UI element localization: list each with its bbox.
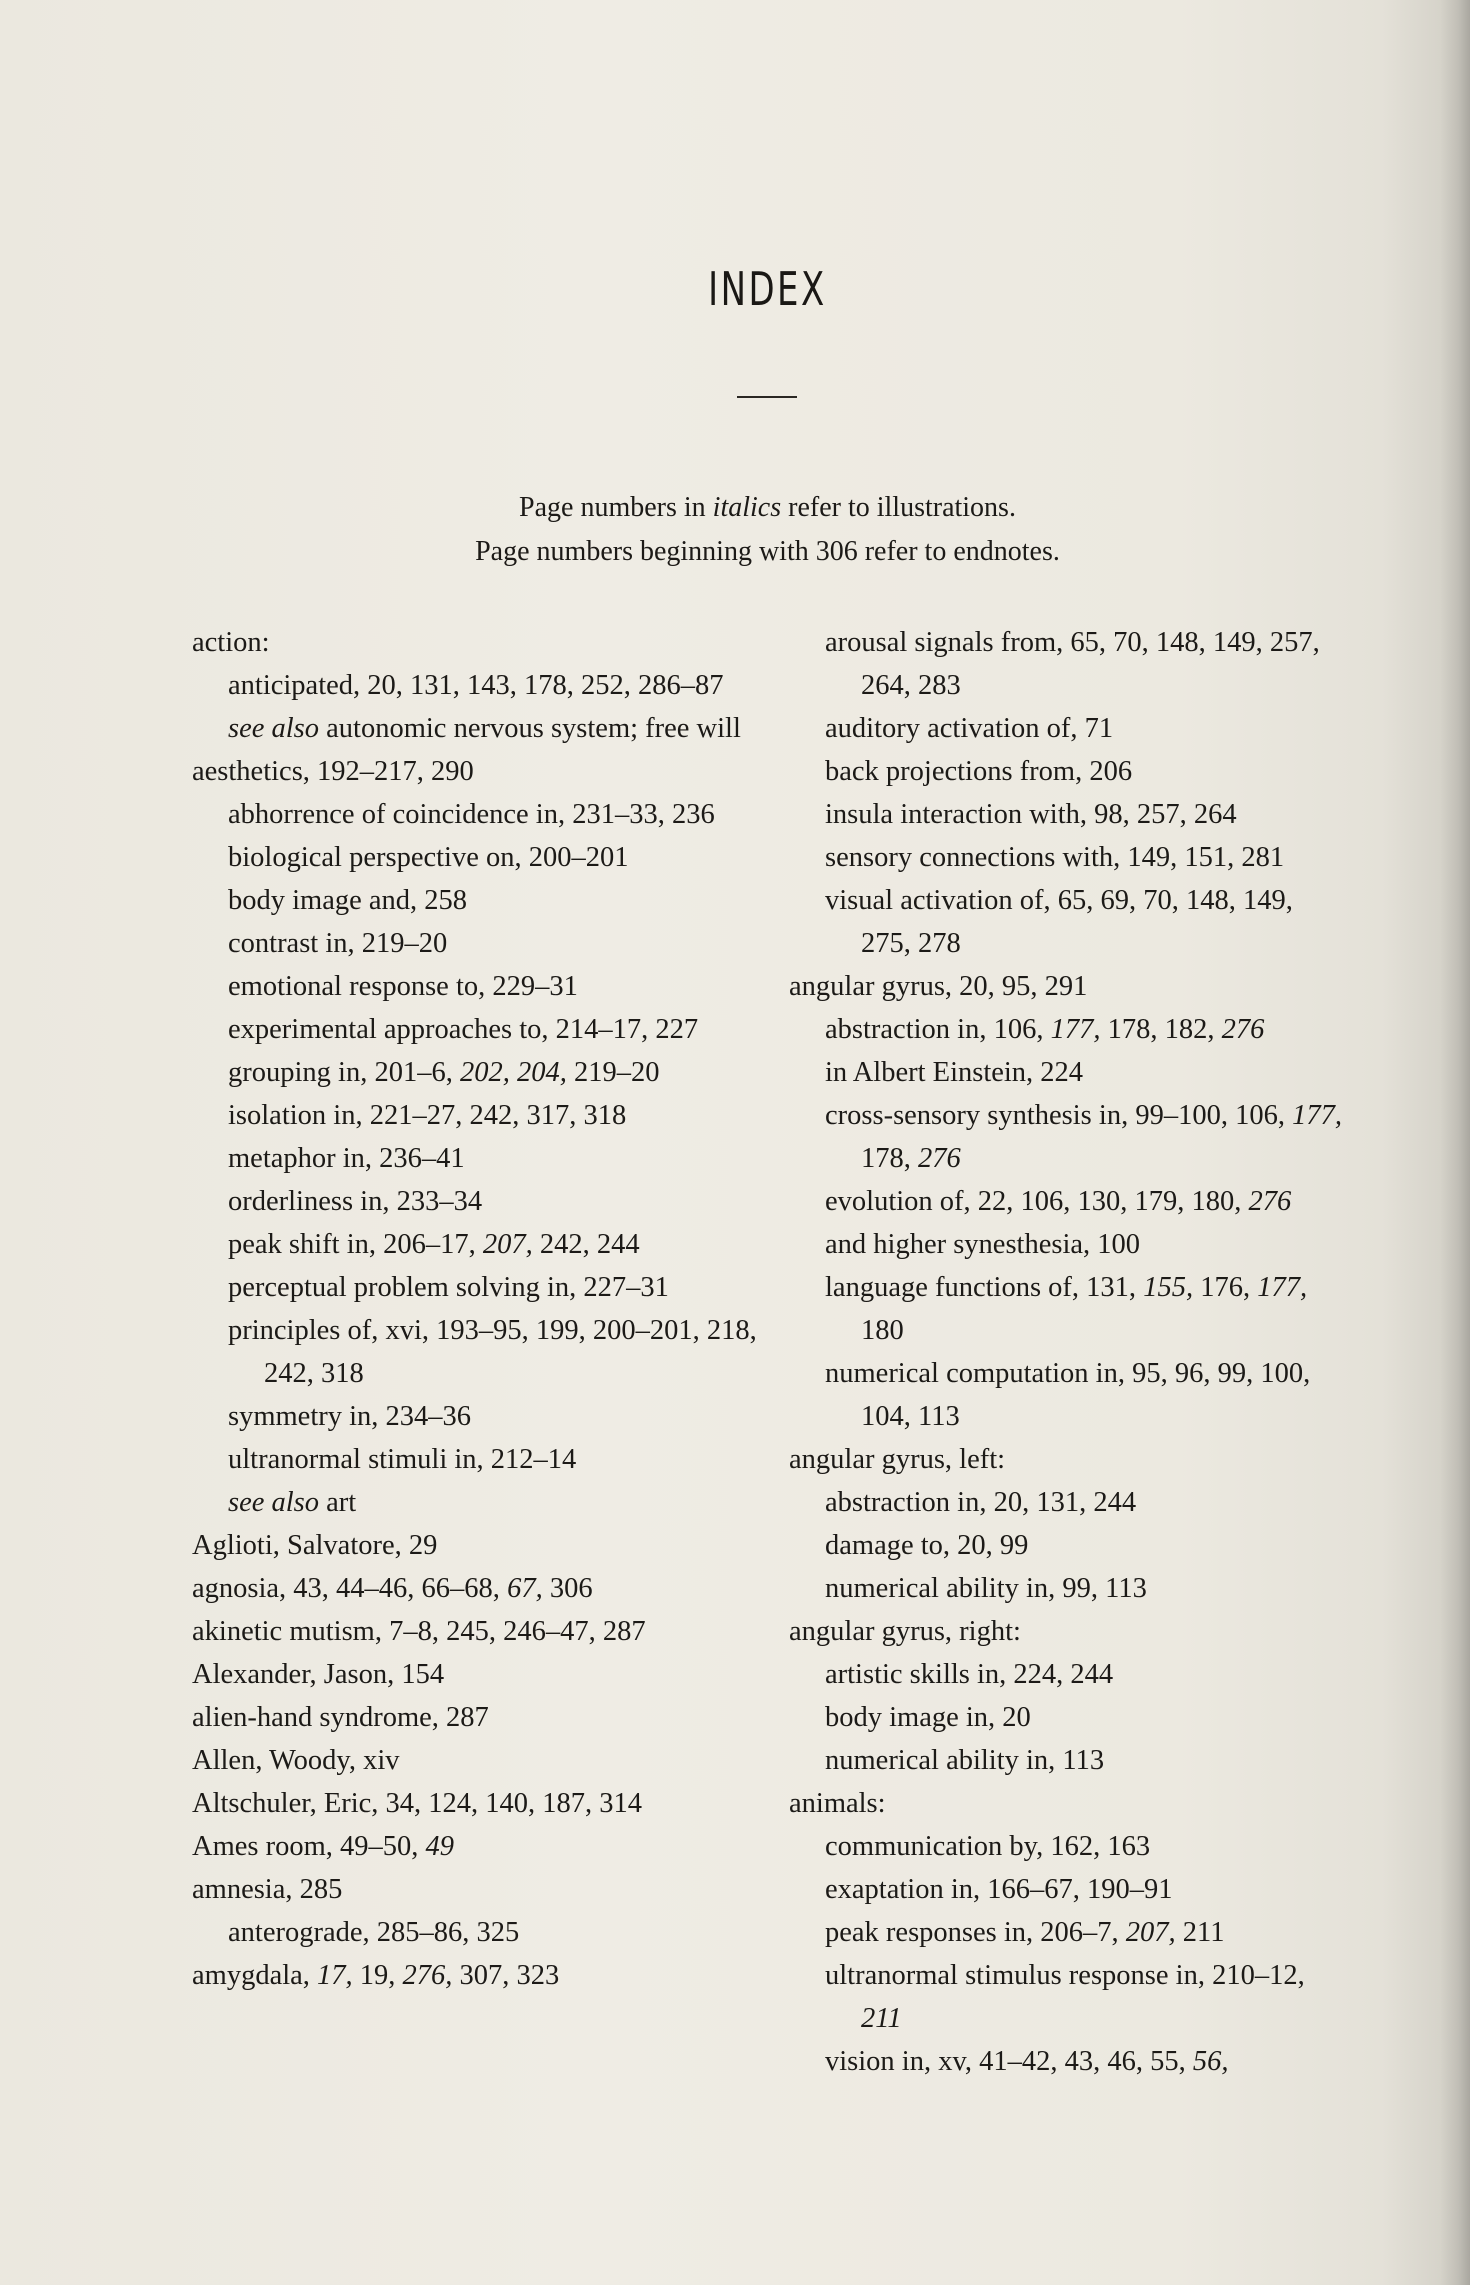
index-subentry	[192, 1309, 792, 1395]
index-subentry	[789, 836, 1349, 879]
index-column-right	[789, 621, 1349, 2083]
entry-text: angular gyrus, 20, 95, 291	[789, 971, 1088, 1002]
italic-page-ref: 207,	[1125, 1917, 1176, 1948]
index-subentry	[192, 879, 792, 922]
page-title: INDEX	[708, 262, 827, 316]
index-entry	[192, 1739, 792, 1782]
italic-page-ref: 276	[1221, 1014, 1265, 1045]
index-entry	[192, 1954, 792, 1997]
index-subentry	[192, 1438, 792, 1481]
index-entry	[192, 1524, 792, 1567]
italic-page-ref: 211	[861, 2003, 902, 2034]
index-subentry	[192, 1094, 792, 1137]
entry-text: 307, 323	[452, 1960, 560, 1991]
entry-text: akinetic mutism, 7–8, 245, 246–47, 287	[192, 1616, 646, 1647]
italic-page-ref: see also	[228, 713, 320, 744]
entry-text: Alexander, Jason, 154	[192, 1659, 445, 1690]
italic-page-ref: 276	[1248, 1186, 1292, 1217]
entry-text: 178,	[861, 1143, 918, 1174]
index-entry	[192, 1825, 792, 1868]
entry-text: ultranormal stimulus response in, 210–12,	[825, 1960, 1305, 1991]
index-entry	[192, 1567, 792, 1610]
index-subentry	[789, 1481, 1349, 1524]
entry-text: art	[319, 1487, 357, 1518]
italic-page-ref: 177,	[1292, 1100, 1342, 1131]
italic-page-ref: 49	[425, 1831, 455, 1862]
entry-text: body image and, 258	[228, 885, 468, 916]
index-subentry	[789, 1051, 1349, 1094]
entry-text: biological perspective on, 200–201	[228, 842, 629, 873]
index-entry	[192, 621, 792, 664]
entry-text: and higher synesthesia, 100	[825, 1229, 1141, 1260]
entry-text: Altschuler, Eric, 34, 124, 140, 187, 314	[192, 1788, 643, 1819]
index-column-left	[192, 621, 792, 1997]
entry-text: grouping in, 201–6,	[228, 1057, 460, 1088]
italic-page-ref: 207,	[482, 1229, 533, 1260]
index-subentry	[789, 1911, 1349, 1954]
index-subentry	[789, 707, 1349, 750]
entry-text: back projections from, 206	[825, 756, 1133, 787]
entry-text: abstraction in, 106,	[825, 1014, 1051, 1045]
entry-text: action:	[192, 627, 270, 658]
entry-text: auditory activation of, 71	[825, 713, 1114, 744]
index-subentry	[789, 1524, 1349, 1567]
index-subentry	[789, 1008, 1349, 1051]
index-subentry	[192, 664, 792, 707]
italic-page-ref: 177,	[1257, 1272, 1308, 1303]
italic-page-ref: 155,	[1143, 1272, 1194, 1303]
index-subentry	[789, 793, 1349, 836]
note-line-1	[0, 486, 1470, 530]
entry-text: sensory connections with, 149, 151, 281	[825, 842, 1285, 873]
entry-text: aesthetics, 192–217, 290	[192, 756, 474, 787]
entry-text: communication by, 162, 163	[825, 1831, 1151, 1862]
index-entry	[192, 1610, 792, 1653]
italic-page-ref: 67,	[507, 1573, 543, 1604]
index-subentry	[192, 1911, 792, 1954]
entry-text: numerical ability in, 113	[825, 1745, 1105, 1776]
entry-text: vision in, xv, 41–42, 43, 46, 55,	[825, 2046, 1193, 2077]
entry-text: anticipated, 20, 131, 143, 178, 252, 286–87	[228, 670, 724, 701]
entry-text: body image in, 20	[825, 1702, 1031, 1733]
entry-text: numerical ability in, 99, 113	[825, 1573, 1147, 1604]
entry-text: 178, 182,	[1100, 1014, 1222, 1045]
entry-text: abhorrence of coincidence in, 231–33, 236	[228, 799, 715, 830]
index-subentry	[789, 1696, 1349, 1739]
index-subentry	[789, 1567, 1349, 1610]
note-line-2	[0, 530, 1470, 574]
entry-text: 242, 244	[532, 1229, 640, 1260]
note-1-post: refer to illustrations.	[781, 492, 1016, 523]
entry-text: evolution of, 22, 106, 130, 179, 180,	[825, 1186, 1249, 1217]
index-subentry	[789, 750, 1349, 793]
entry-text: agnosia, 43, 44–46, 66–68,	[192, 1573, 508, 1604]
entry-text: alien-hand syndrome, 287	[192, 1702, 489, 1733]
index-entry	[192, 1782, 792, 1825]
entry-text: cross-sensory synthesis in, 99–100, 106,	[825, 1100, 1293, 1131]
index-subentry	[789, 621, 1349, 707]
entry-text: 211	[1175, 1917, 1225, 1948]
entry-text: peak responses in, 206–7,	[825, 1917, 1126, 1948]
entry-text: experimental approaches to, 214–17, 227	[228, 1014, 699, 1045]
entry-text: Allen, Woody, xiv	[192, 1745, 400, 1776]
index-subentry	[192, 1008, 792, 1051]
index-subentry	[192, 1051, 792, 1094]
index-entry	[192, 1868, 792, 1911]
entry-text: anterograde, 285–86, 325	[228, 1917, 520, 1948]
index-subentry	[789, 1180, 1349, 1223]
entry-text: peak shift in, 206–17,	[228, 1229, 483, 1260]
entry-text: 219–20	[566, 1057, 660, 1088]
index-entry	[789, 1438, 1349, 1481]
entry-text: angular gyrus, left:	[789, 1444, 1006, 1475]
index-subentry	[789, 1266, 1349, 1352]
index-notes	[0, 486, 1470, 574]
index-subentry	[192, 965, 792, 1008]
index-subentry	[789, 1352, 1349, 1438]
entry-text: perceptual problem solving in, 227–31	[228, 1272, 669, 1303]
italic-page-ref: 17,	[317, 1960, 353, 1991]
index-entry	[789, 965, 1349, 1008]
entry-text: damage to, 20, 99	[825, 1530, 1029, 1561]
index-subentry	[789, 1954, 1349, 2040]
note-2-text: Page numbers beginning with 306 refer to endnotes.	[475, 536, 1060, 567]
entry-text: orderliness in, 233–34	[228, 1186, 483, 1217]
entry-text: 306	[542, 1573, 593, 1604]
index-subentry	[192, 1137, 792, 1180]
entry-text: animals:	[789, 1788, 886, 1819]
entry-text: amygdala,	[192, 1960, 318, 1991]
index-subentry	[192, 836, 792, 879]
entry-text: insula interaction with, 98, 257, 264	[825, 799, 1237, 830]
index-subentry	[192, 1266, 792, 1309]
index-subentry	[192, 793, 792, 836]
entry-text: arousal signals from, 65, 70, 148, 149, 257, 264, 283	[825, 627, 1320, 701]
page-edge-shadow	[1440, 0, 1470, 2285]
index-subentry	[192, 1481, 792, 1524]
index-entry	[192, 1696, 792, 1739]
index-subentry	[192, 1180, 792, 1223]
entry-text: visual activation of, 65, 69, 70, 148, 149, 275, 278	[825, 885, 1293, 959]
italic-page-ref: 276,	[402, 1960, 453, 1991]
entry-text: language functions of, 131,	[825, 1272, 1144, 1303]
index-subentry	[192, 1223, 792, 1266]
entry-text: Aglioti, Salvatore, 29	[192, 1530, 438, 1561]
italic-page-ref: 56,	[1192, 2046, 1229, 2077]
note-1-pre: Page numbers in	[519, 492, 713, 523]
index-subentry	[192, 1395, 792, 1438]
index-entry	[789, 1782, 1349, 1825]
index-subentry	[789, 1825, 1349, 1868]
entry-text: ultranormal stimuli in, 212–14	[228, 1444, 577, 1475]
index-subentry	[789, 1653, 1349, 1696]
index-entry	[192, 750, 792, 793]
italic-page-ref: 202, 204,	[459, 1057, 567, 1088]
index-subentry	[789, 1868, 1349, 1911]
entry-text: principles of, xvi, 193–95, 199, 200–201, 218, 242, 318	[228, 1315, 757, 1389]
index-subentry	[789, 2040, 1349, 2083]
index-subentry	[789, 1094, 1349, 1180]
entry-text: isolation in, 221–27, 242, 317, 318	[228, 1100, 627, 1131]
index-subentry	[789, 879, 1349, 965]
entry-text: numerical computation in, 95, 96, 99, 100, 104, 113	[825, 1358, 1311, 1432]
entry-text: 176,	[1193, 1272, 1258, 1303]
entry-text: abstraction in, 20, 131, 244	[825, 1487, 1137, 1518]
note-1-italic: italics	[712, 492, 782, 523]
entry-text: 180	[861, 1315, 904, 1346]
entry-text: exaptation in, 166–67, 190–91	[825, 1874, 1173, 1905]
entry-text: artistic skills in, 224, 244	[825, 1659, 1114, 1690]
italic-page-ref: 276	[918, 1143, 961, 1174]
title-rule	[737, 396, 797, 398]
entry-text: emotional response to, 229–31	[228, 971, 578, 1002]
index-subentry	[192, 922, 792, 965]
index-subentry	[789, 1223, 1349, 1266]
entry-text: autonomic nervous system; free will	[319, 713, 741, 744]
index-entry	[192, 1653, 792, 1696]
entry-text: Ames room, 49–50,	[192, 1831, 426, 1862]
index-subentry	[789, 1739, 1349, 1782]
entry-text: in Albert Einstein, 224	[825, 1057, 1084, 1088]
index-subentry	[192, 707, 792, 750]
italic-page-ref: 177,	[1050, 1014, 1101, 1045]
index-entry	[789, 1610, 1349, 1653]
entry-text: angular gyrus, right:	[789, 1616, 1021, 1647]
entry-text: contrast in, 219–20	[228, 928, 448, 959]
entry-text: 19,	[352, 1960, 403, 1991]
entry-text: metaphor in, 236–41	[228, 1143, 465, 1174]
italic-page-ref: see also	[228, 1487, 320, 1518]
entry-text: symmetry in, 234–36	[228, 1401, 472, 1432]
entry-text: amnesia, 285	[192, 1874, 343, 1905]
